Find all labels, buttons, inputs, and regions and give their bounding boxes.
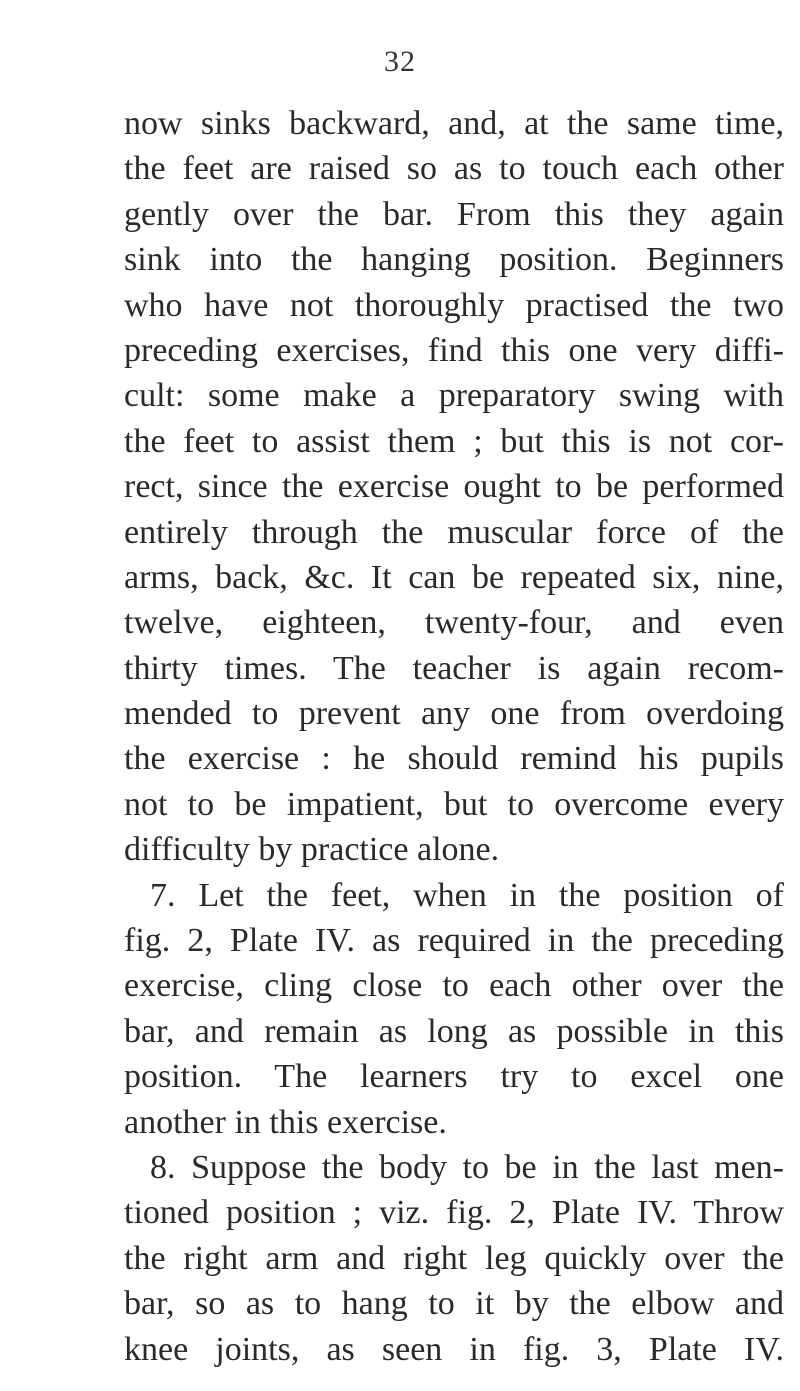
text-line: position. The learners try to excel one <box>124 1058 784 1096</box>
text-line: entirely through the muscular force of the <box>124 513 784 551</box>
page-number: 32 <box>384 45 416 78</box>
text-line: bar, so as to hang to it by the elbow and <box>124 1285 784 1323</box>
text-line: 8. Suppose the body to be in the last men- <box>150 1148 784 1186</box>
text-line: the right arm and right leg quickly over the <box>124 1239 784 1277</box>
text-line: not to be impatient, but to overcome every <box>124 785 784 823</box>
text-line: fig. 2, Plate IV. as required in the preceding <box>124 922 784 960</box>
text-line: tioned position ; viz. fig. 2, Plate IV. Throw <box>124 1194 784 1232</box>
text-line: sink into the hanging position. Beginners <box>124 241 784 279</box>
body-text <box>124 101 784 1372</box>
text-line: gently over the bar. From this they again <box>124 195 784 233</box>
text-line: now sinks backward, and, at the same time, <box>124 105 784 142</box>
text-line: the feet are raised so as to touch each other <box>124 150 784 188</box>
text-line: who have not thoroughly practised the two <box>124 286 784 324</box>
text-line: arms, back, &c. It can be repeated six, nine, <box>124 558 784 596</box>
text-line: another in this exercise. <box>124 1103 447 1141</box>
text-line: cult: some make a preparatory swing with <box>124 377 784 415</box>
text-line: thirty times. The teacher is again recom- <box>124 649 784 687</box>
text-line: rect, since the exercise ought to be performed <box>124 468 784 506</box>
text-line: exercise, cling close to each other over the <box>124 967 784 1005</box>
text-line: difficulty by practice alone. <box>124 831 500 869</box>
text-line: the feet to assist them ; but this is not cor- <box>124 422 784 460</box>
text-line: bar, and remain as long as possible in this <box>124 1012 784 1050</box>
text-line: mended to prevent any one from overdoing <box>124 695 784 733</box>
text-line: twelve, eighteen, twenty-four, and even <box>124 604 784 642</box>
text-line: preceding exercises, find this one very diffi- <box>124 331 784 369</box>
text-line: knee joints, as seen in fig. 3, Plate IV. <box>124 1330 784 1368</box>
text-line: the exercise : he should remind his pupils <box>124 740 784 778</box>
text-line: 7. Let the feet, when in the position of <box>150 876 784 914</box>
